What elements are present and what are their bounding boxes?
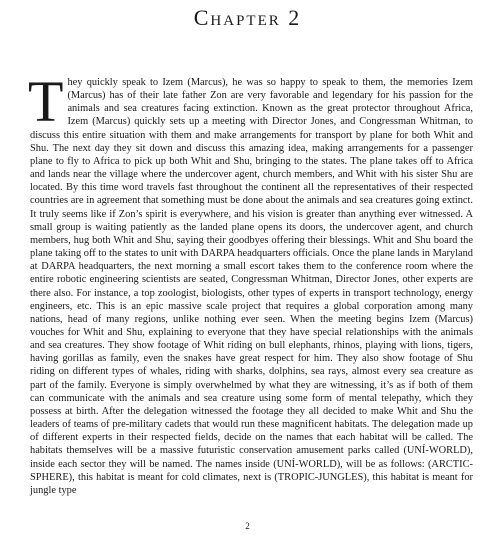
body-paragraph — [28, 69, 473, 497]
chapter-heading: Chapter 2 — [193, 5, 302, 30]
page-number: 2 — [245, 521, 250, 531]
paragraph-text: hey quickly speak to Izem (Marcus), he was so happy to speak to them, the memories Izem (Marcus) has of their late father Zon are very favorable and legendary for his passion for the animals and sea creatures facing extinction. Known as the great protector throughout Africa, Izem (Marcus) quickly sets up a meeting with Director Jones, and Congressman Whitman, to discuss this entire situation with them and make arrangements for transport by plane for both Whit and Shu. The next day they sit down and discuss this amazing idea, making arrangements for a passenger plane to fly to Africa to pick up both Whit and Shu, bringing to the states. The plane takes off to Africa and lands near the village where the undercover agent, church members, and Whit with his sister Shu are located. By this time word travels fast throughout the continent all the representatives of their respected countries are in agreement that something must be done about the animals and sea creatures going extinct. It truly seems like if Zon’s spirit is everywhere, and his vision is greater than anything ever witnessed. A small group is waiting patiently as the landed plane opens its doors, the undercover agent, and church members, hug both Whit and Shu, saying their goodbyes offering their blessings. Whit and Shu board the plane taking off to the states to unit with DARPA headquarters officials. Once the plane lands in Maryland at DARPA headquarters, the next morning a small escort takes them to the conference room where the entire robotic engineering scientists are seated, Congressman Whitman, Director Jones, other experts are there also. For instance, a top zoologist, biologists, other types of experts in transport technology, energy engineers, etc. This is an epic massive scale project that requires a global corporation among many nations, head of many regions, unlike nothing ever seen. When the meeting begins Izem (Marcus) vouches for Whit and Shu, explaining to everyone that they have special relationships with the animals and sea creatures. They show footage of Whit riding on bull elephants, rhinos, playing with lions, tigers, having gorillas as family, even the snakes have great respect for him. They also show footage of Shu riding on different types of whales, riding with sharks, dolphins, sea rays, almost every sea creature as part of the family. Everyone is simply overwhelmed by what they are witnessing, it’s as if both of them can communicate with the animals and sea creature using some form of mental telepathy, which they possess at birth. After the delegation witnessed the footage they all decided to make Whit and Shu the leaders of teams of pre-military cadets that would run these magnificent habitats. The delegation made up of different experts in their respected fields, decide on the names that each habitat will be called. The habitats themselves will be a massive futuristic conservation amusement parks called (UNÍ-WORLD), inside each sector they will be named. The names inside (UNÍ-WORLD), will be as follows: (ARCTIC-SPHERE), this habitat is meant for cold climates, next is (TROPIC-JUNGLES), this habitat is meant for jungle type — [30, 77, 473, 496]
drop-cap: T — [28, 69, 64, 134]
